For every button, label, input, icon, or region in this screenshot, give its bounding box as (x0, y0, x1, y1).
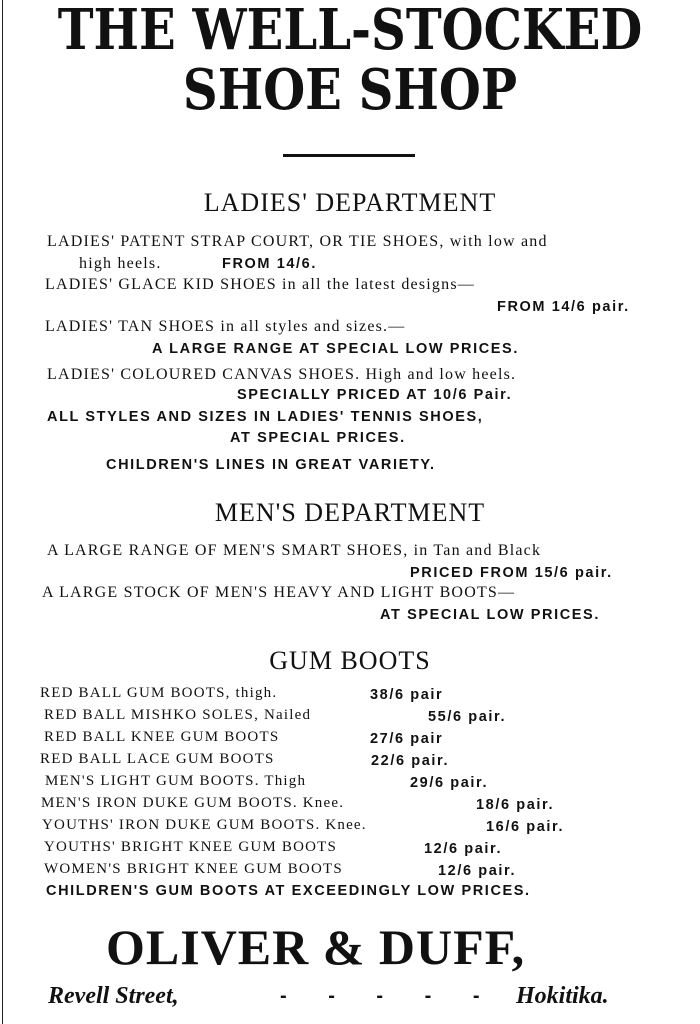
town-name: Hokitika. (516, 983, 609, 1009)
mens-line-1-price: PRICED FROM 15/6 pair. (410, 565, 613, 581)
ladies-line-3-price: A LARGE RANGE AT SPECIAL LOW PRICES. (152, 341, 519, 357)
ladies-line-6: CHILDREN'S LINES IN GREAT VARIETY. (106, 457, 436, 473)
ad-title-line-2: SHOE SHOP (182, 57, 518, 123)
gum-item-price: 22/6 pair. (371, 753, 450, 769)
ladies-line-4-price: SPECIALLY PRICED AT 10/6 Pair. (237, 387, 513, 403)
ad-title-line-1: THE WELL-STOCKED (57, 0, 643, 63)
gum-item-name: MEN'S LIGHT GUM BOOTS. Thigh (45, 773, 307, 789)
address-leader-dots: - - - - - (280, 985, 498, 1007)
title-divider (283, 154, 415, 157)
mens-department-heading: MEN'S DEPARTMENT (214, 498, 486, 527)
ladies-line-3: LADIES' TAN SHOES in all styles and sizes.— (45, 318, 406, 335)
gum-boots-heading: GUM BOOTS (269, 646, 431, 675)
gum-item-name: YOUTHS' IRON DUKE GUM BOOTS. Knee. (42, 817, 367, 833)
gum-item-name: RED BALL LACE GUM BOOTS (40, 751, 275, 767)
ladies-line-4: LADIES' COLOURED CANVAS SHOES. High and low heels. (47, 366, 517, 383)
ladies-line-2-price: FROM 14/6 pair. (497, 299, 630, 315)
gum-item-price: 29/6 pair. (410, 775, 489, 791)
gum-item-price: 12/6 pair. (424, 841, 503, 857)
ladies-line-1-cont: high heels. (79, 255, 162, 272)
gum-item-name: RED BALL MISHKO SOLES, Nailed (44, 707, 312, 723)
gum-item-name: RED BALL GUM BOOTS, thigh. (40, 685, 278, 701)
gum-item-price: 55/6 pair. (428, 709, 507, 725)
ladies-line-2: LADIES' GLACE KID SHOES in all the latest designs— (45, 276, 475, 293)
gum-item-price: 27/6 pair (370, 731, 444, 747)
firm-name: OLIVER & DUFF, (106, 919, 526, 975)
mens-line-2-price: AT SPECIAL LOW PRICES. (380, 607, 600, 623)
ladies-line-5-cont: AT SPECIAL PRICES. (230, 430, 406, 446)
gum-item-price: 38/6 pair (370, 687, 444, 703)
gum-item-name: YOUTHS' BRIGHT KNEE GUM BOOTS (44, 839, 338, 855)
gum-item-price: 18/6 pair. (476, 797, 555, 813)
gum-item-price: 12/6 pair. (438, 863, 517, 879)
street-address: Revell Street, (48, 983, 179, 1009)
gum-item-name: MEN'S IRON DUKE GUM BOOTS. Knee. (41, 795, 345, 811)
ladies-department-heading: LADIES' DEPARTMENT (203, 188, 497, 217)
gum-children-line: CHILDREN'S GUM BOOTS AT EXCEEDINGLY LOW PRICES. (46, 883, 531, 899)
ladies-line-5: ALL STYLES AND SIZES IN LADIES' TENNIS SHOES, (47, 409, 484, 425)
gum-item-price: 16/6 pair. (486, 819, 565, 835)
mens-line-2: A LARGE STOCK OF MEN'S HEAVY AND LIGHT BOOTS— (42, 584, 516, 601)
gum-item-name: WOMEN'S BRIGHT KNEE GUM BOOTS (44, 861, 343, 877)
mens-line-1: A LARGE RANGE OF MEN'S SMART SHOES, in Tan and Black (47, 542, 542, 559)
ladies-line-1: LADIES' PATENT STRAP COURT, OR TIE SHOES, with low and (47, 233, 548, 250)
gum-item-name: RED BALL KNEE GUM BOOTS (44, 729, 280, 745)
ladies-line-1-price: FROM 14/6. (222, 256, 317, 272)
